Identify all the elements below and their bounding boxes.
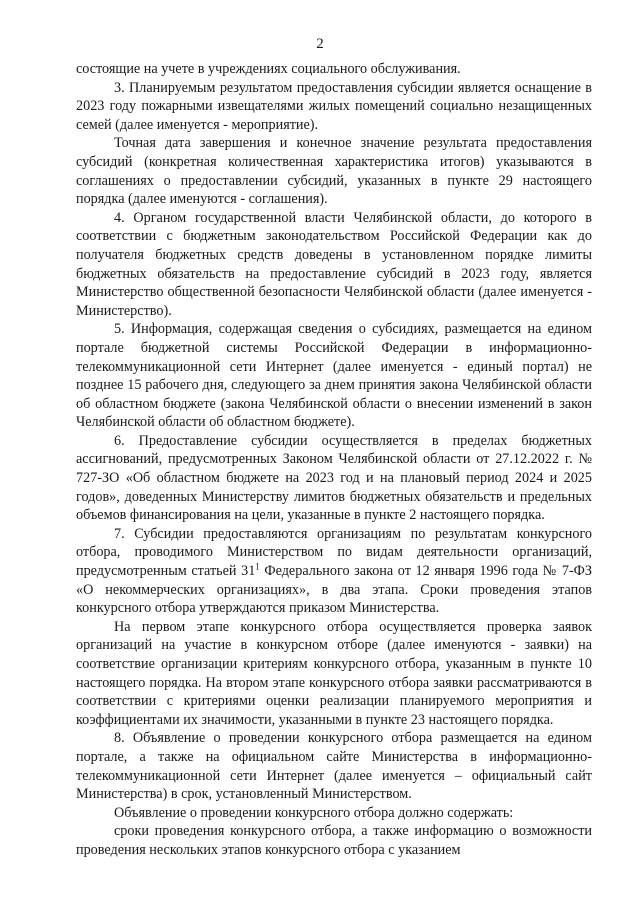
article-superscript: 1 [255, 561, 260, 572]
paragraph-announcement: Объявление о проведении конкурсного отбора должно содержать: [114, 804, 514, 821]
paragraph-deadlines: сроки проведения конкурсного отбора, а также информацию о возможности проведения нескольких этапов конкурсного отбора с указанием [76, 823, 592, 858]
page-number: 2 [316, 36, 324, 52]
paragraph-item-7 [76, 525, 592, 618]
paragraph-item-5: 5. Информация, содержащая сведения о субсидиях, размещается на едином портале бюджетной системы Российской Федерации в информационно-телекоммуникационной сети Интернет (далее именуется - единый портал) не позднее 15 рабочего дня, следующего за днем принятия закона Челябинской области об областном бюджете (закона Челябинской области о внесении изменений в закон Челябинской области об областном бюджете). [76, 321, 592, 431]
paragraph-item-4: 4. Органом государственной власти Челябинской области, до которого в соответствии с бюджетным законодательством Российской Федерации как до получателя бюджетных средств доведены в установленном порядке лимиты бюджетных обязательств на предоставление субсидий в 2023 году, является Министерство общественной безопасности Челябинской области (далее именуется - Министерство). [76, 209, 592, 319]
paragraph-item-3: 3. Планируемым результатом предоставления субсидии является оснащение в 2023 году пожарными извещателями жилых помещений социально незащищенных семей (далее именуется - мероприятие). [76, 79, 592, 133]
paragraph-item-6: 6. Предоставление субсидии осуществляется в пределах бюджетных ассигнований, предусмотренных Законом Челябинской области от 27.12.2022 г. № 727-ЗО «Об областном бюджете на 2023 год и на плановый период 2024 и 2025 годов», доведенных Министерству лимитов бюджетных обязательств и предельных объемов финансирования на цели, указанные в пункте 2 настоящего порядка. [76, 432, 592, 524]
document-body [76, 60, 592, 860]
paragraph-item-7-part-1: 7. Субсидии предоставляются организациям по результатам конкурсного отбора, проводимого Министерством по видам деятельности организаций, предусмотренным статьей 31 [76, 525, 592, 580]
paragraph-first-stage: На первом этапе конкурсного отбора осуществляется проверка заявок организаций на участие в конкурсном отборе (далее именуются - заявки) на соответствие организации критериям конкурсного отбора, указанным в пункте 10 настоящего порядка. На втором этапе конкурсного отбора заявки рассматриваются в соответствии с критериями оценки реализации планируемого мероприятия и коэффициентами их значимости, указанными в пункте 23 настоящего порядка. [76, 618, 592, 728]
paragraph-deadline: Точная дата завершения и конечное значение результата предоставления субсидий (конкретная количественная характеристика итогов) указываются в соглашениях о предоставлении субсидий, указанных в пункте 29 настоящего порядка (далее именуются - соглашения). [76, 135, 592, 208]
paragraph-item-8: 8. Объявление о проведении конкурсного отбора размещается на едином портале, а также на официальном сайте Министерства в информационно-телекоммуникационной сети Интернет (далее именуется – официальный сайт Министерства) в срок, установленный Министерством. [76, 730, 592, 803]
paragraph-item-7-part-2: Федерального закона от 12 января 1996 года № 7-ФЗ «О некоммерческих организациях», в два этапа. Сроки проведения этапов конкурсного отбора утверждаются приказом Министерства. [76, 563, 592, 617]
paragraph-continuation: состоящие на учете в учреждениях социального обслуживания. [76, 61, 461, 77]
